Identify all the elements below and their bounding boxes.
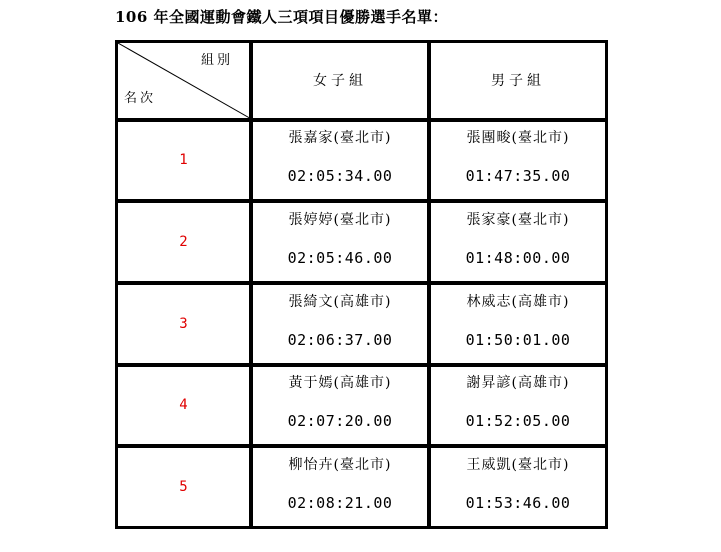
female-winner-cell <box>251 365 429 447</box>
female-winner-cell <box>251 446 429 528</box>
athlete-name: 張婷婷(臺北市) <box>288 212 392 229</box>
athlete-name: 張團畯(臺北市) <box>466 130 570 147</box>
table-row <box>116 283 607 365</box>
female-winner-cell <box>251 201 429 283</box>
finish-time: 01:48:00.00 <box>465 249 571 268</box>
male-winner-cell <box>429 365 607 447</box>
corner-label-category: 組別 <box>200 53 233 68</box>
finish-time: 02:07:20.00 <box>287 412 393 431</box>
female-winner-cell <box>251 283 429 365</box>
athlete-name: 黃于嫣(高雄市) <box>288 375 392 392</box>
finish-time: 02:06:37.00 <box>287 330 393 349</box>
finish-time: 01:50:01.00 <box>465 330 571 349</box>
column-header-male: 男子組 <box>429 41 607 120</box>
table-header-row <box>116 41 607 120</box>
corner-label-rank: 名次 <box>124 90 157 106</box>
male-winner-cell <box>429 120 607 202</box>
rank-cell: 3 <box>116 283 251 365</box>
athlete-name: 張綺文(高雄市) <box>288 293 392 310</box>
table-row <box>116 446 607 528</box>
table-row <box>116 201 607 283</box>
finish-time: 02:05:34.00 <box>287 167 393 186</box>
finish-time: 01:47:35.00 <box>465 167 571 186</box>
document-title: 106 年全國運動會鐵人三項項目優勝選手名單： <box>115 8 449 26</box>
male-winner-cell <box>429 283 607 365</box>
table-row <box>116 120 607 202</box>
rank-cell: 5 <box>116 446 251 528</box>
athlete-name: 林威志(高雄市) <box>466 293 570 310</box>
table-row <box>116 365 607 447</box>
athlete-name: 張家豪(臺北市) <box>466 212 570 229</box>
results-table <box>115 40 608 529</box>
athlete-name: 張嘉家(臺北市) <box>288 130 392 147</box>
column-header-female: 女子組 <box>251 41 429 120</box>
rank-cell: 1 <box>116 120 251 202</box>
athlete-name: 柳怡卉(臺北市) <box>288 457 392 474</box>
athlete-name: 王威凱(臺北市) <box>466 457 570 474</box>
athlete-name: 謝昇諺(高雄市) <box>466 375 570 392</box>
finish-time: 02:05:46.00 <box>287 249 393 268</box>
female-winner-cell <box>251 120 429 202</box>
corner-header-cell <box>116 41 251 120</box>
male-winner-cell <box>429 201 607 283</box>
finish-time: 01:52:05.00 <box>465 412 571 431</box>
male-winner-cell <box>429 446 607 528</box>
finish-time: 02:08:21.00 <box>287 494 393 513</box>
finish-time: 01:53:46.00 <box>465 494 571 513</box>
rank-cell: 2 <box>116 201 251 283</box>
rank-cell: 4 <box>116 365 251 447</box>
